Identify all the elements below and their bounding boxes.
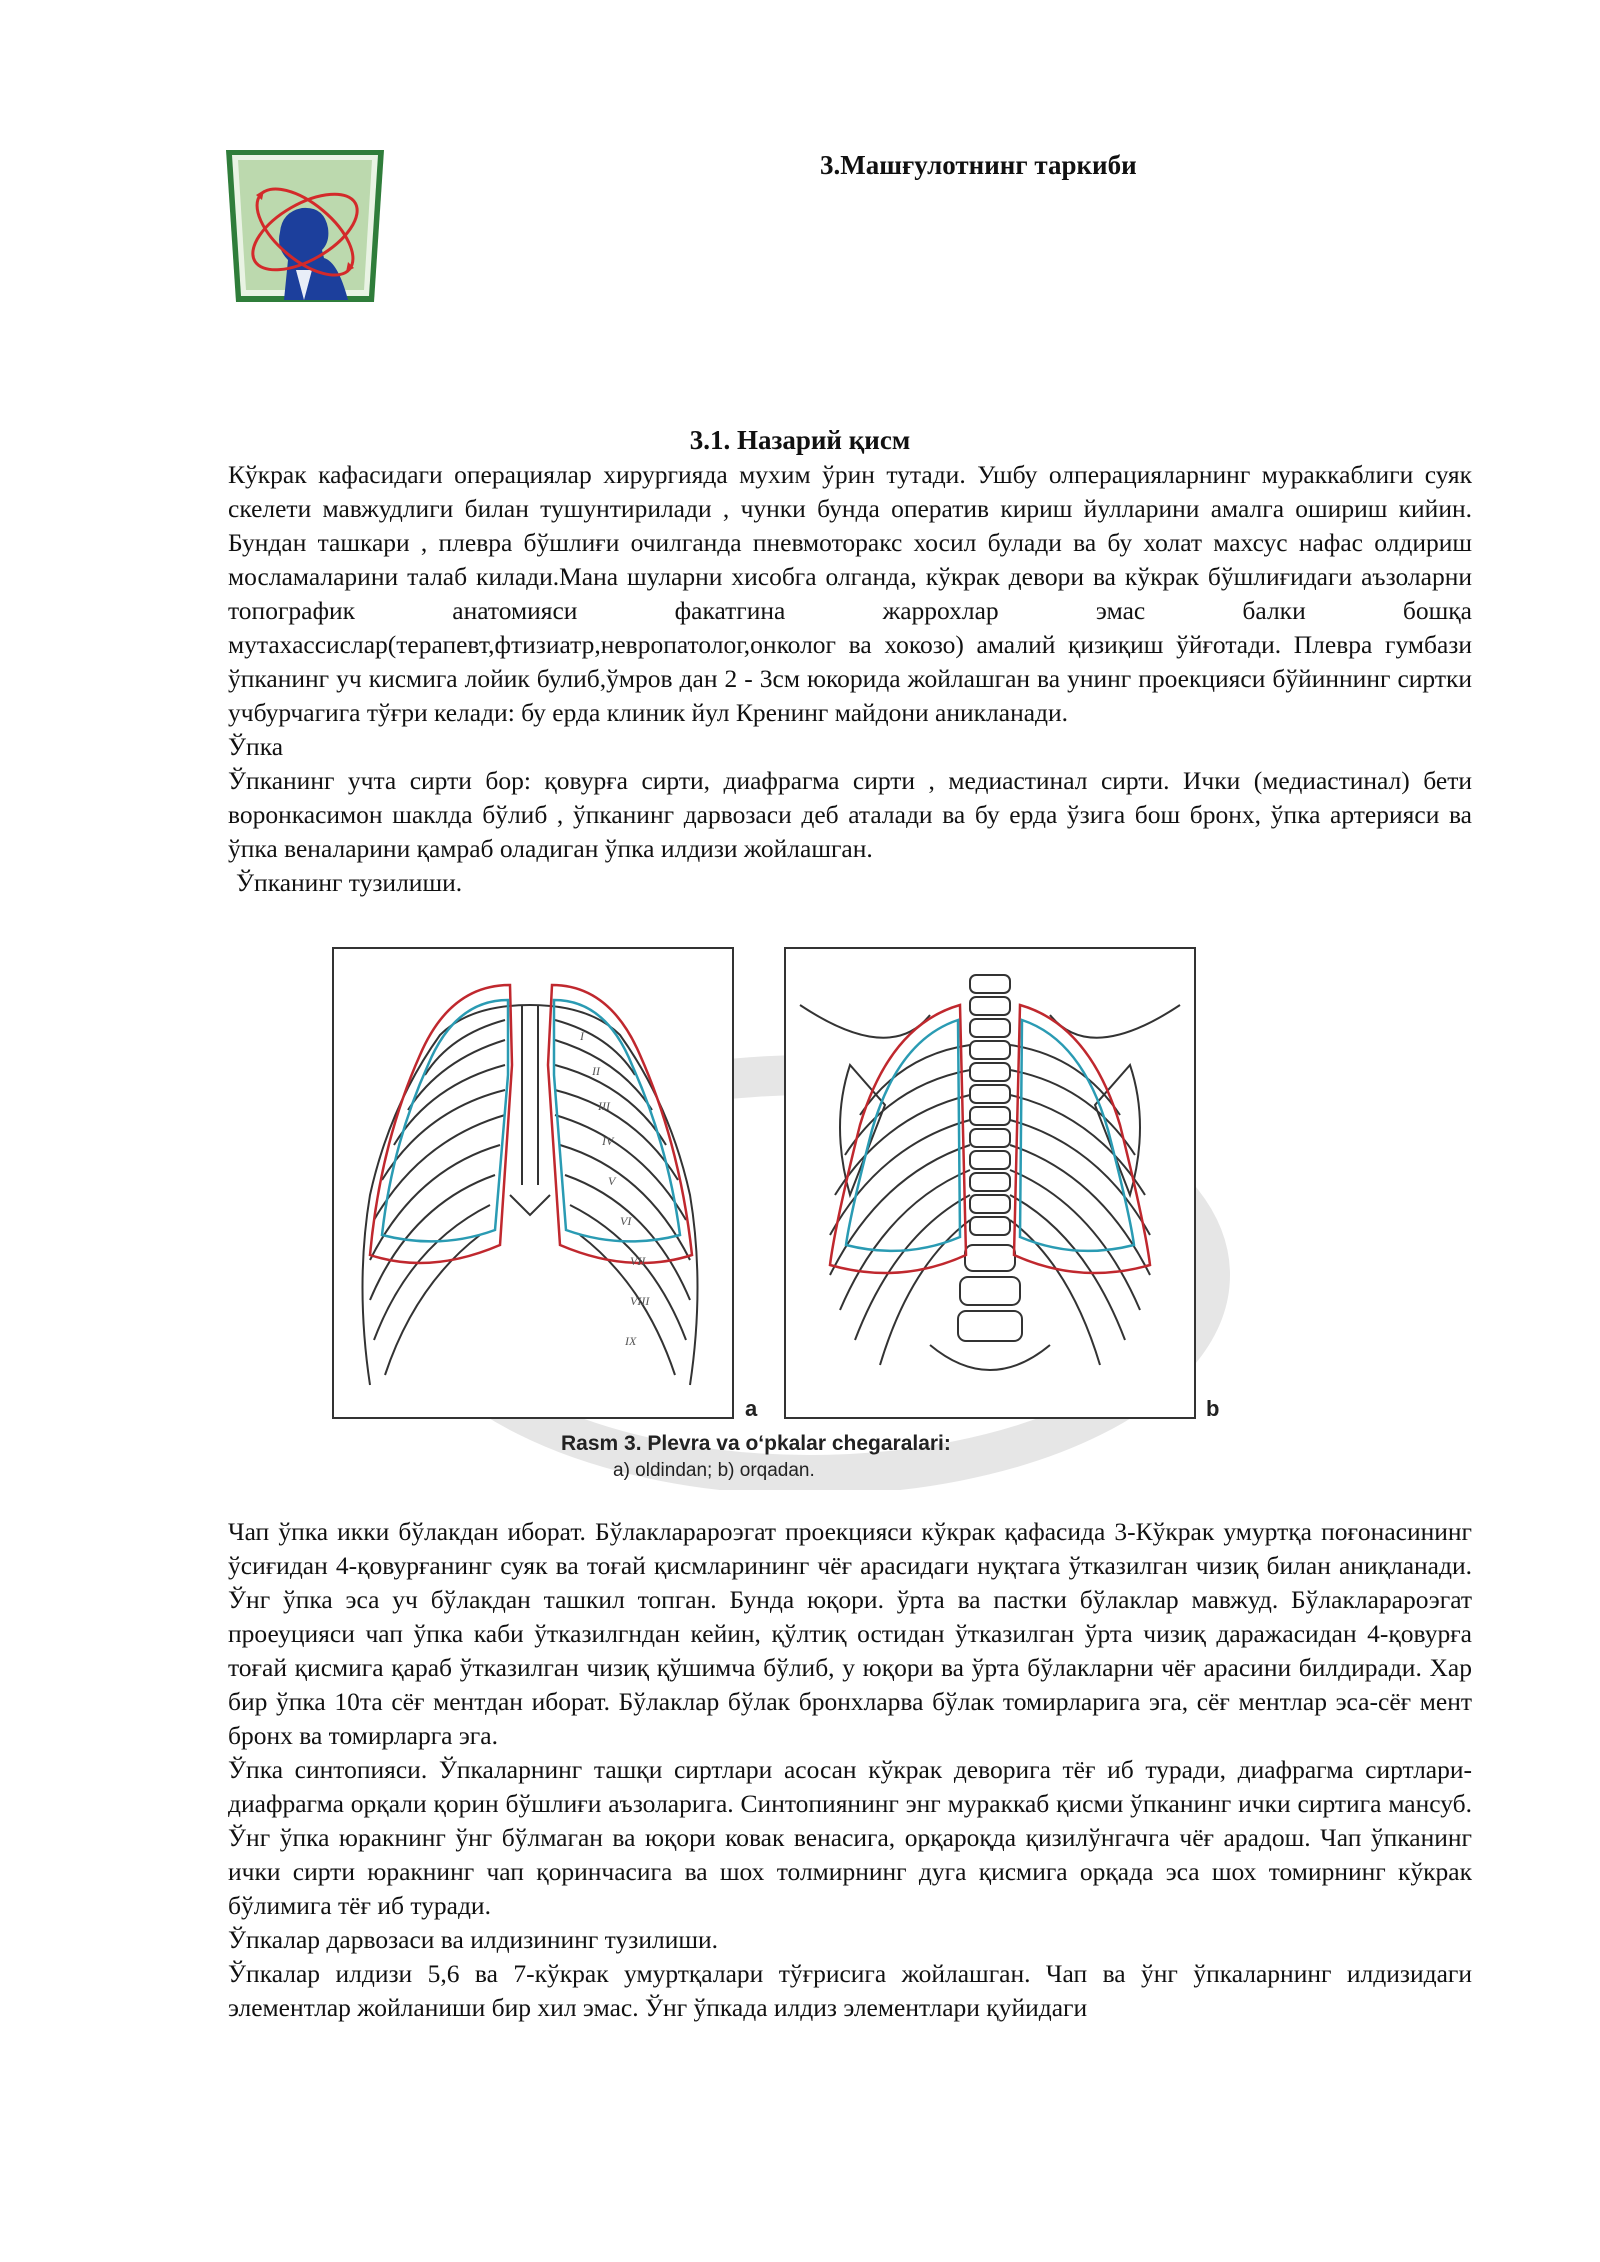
text-block-top	[228, 458, 1472, 900]
paragraph: Чап ўпка икки бўлакдан иборат. Бўлакларароэгат проекцияси кўкрак қафасида 3-Кўкрак умуртқа поғонасининг ўсиғидан 4-қовурғанинг суяк ва тоғай қисмларининг чёғ арасидаги нуқтага ўтказилган чизиқ билан аниқланади. Ўнг ўпка эса уч бўлакдан ташкил топган. Бунда юқори. ўрта ва пастки бўлаклар мавжуд. Бўлакларароэгат проеуцияси чап ўпка каби ўтказилгндан кейин, қўлтиқ остидан ўтказилган ўрта чизиқ даражасидан 4-қовурға тоғай қисмига қараб ўтказилган чизиқ қўшимча бўлиб, у юқори ва ўрта бўлакларни чёғ арасини билдиради. Хар бир ўпка 10та сёғ ментдан иборат. Бўлаклар бўлак бронхларва бўлак томирларига эга, сёғ ментлар эса-сёғ мент бронх ва томирларга эга.	[228, 1517, 1472, 1750]
paragraph: Ўпкалар дарвозаси ва илдизининг тузилиши.	[228, 1925, 718, 1954]
figure-caption-title: Rasm 3. Plevra va oʻpkalar chegaralari:	[561, 1432, 951, 1455]
rib-numeral: I	[580, 1029, 584, 1043]
logo-image	[226, 150, 384, 302]
paragraph: Ўпканинг тузилиши.	[236, 868, 463, 897]
paragraph: Кўкрак кафасидаги операциялар хирургияда мухим ўрин тутади. Ушбу олперацияларнинг мураккаблиги суяк скелети мавжудлиги билан тушунтирилади , чунки бунда оператив кириш йулларини амалга ошириш кийин. Бундан ташкари , плевра бўшлиғи очилганда пневмоторакс хосил булади ва бу холат махсус нафас олдириш мосламаларини талаб килади.Мана шуларни хисобга олганда, кўкрак девори ва кўкрак бўшлиғидаги аъзоларни топографик анатомияси факатгина жаррохлар эмас балки бошқа мутахассислар(терапевт,фтизиатр,невропатолог,онколог ва хокозо) амалий қизиқиш ўйғотади. Плевра гумбази ўпканинг уч кисмига лойик булиб,ўмров дан 2 - 3см юкорида жойлашган ва унинг проекцияси бўйиннинг сиртки учбурчагига тўғри келади: бу ерда клиник йул Кренинг майдони аникланади.	[228, 460, 1472, 727]
text-block-bottom	[228, 1515, 1472, 2025]
paragraph: Ўпканинг учта сирти бор: қовурға сирти, диафрагма сирти , медиастинал сирти. Ички (медиастинал) бети воронкасимон шаклда бўлиб , ўпканинг дарвозаси деб аталади ва бу ерда ўзига бош бронх, ўпка артерияси ва ўпка веналарини қамраб оладиган ўпка илдизи жойлашган.	[228, 766, 1472, 863]
paragraph: Ўпка	[228, 732, 284, 761]
paragraph: Ўпка синтопияси. Ўпкаларнинг ташқи сиртлари асосан кўкрак деворига тёғ иб туради, диафрагма сиртлари- диафрагма орқали қорин бўшлиғи аъзоларига. Синтопиянинг энг мураккаб қисми ўпканинг ички сиртига мансуб. Ўнг ўпка юракнинг ўнг бўлмаган ва юқори ковак венасига, орқароқда қизилўнгачга чёғ арадош. Чап ўпканинг ички сирти юракнинг чап қоринчасига ва шох толмирнинг дуга қисмига орқада эса шох томирнинг кўкрак бўлимига тёғ иб туради.	[228, 1755, 1472, 1920]
rib-numeral: VIII	[630, 1294, 650, 1308]
rib-numeral: IX	[625, 1334, 637, 1348]
paragraph: Ўпкалар илдизи 5,6 ва 7-кўкрак умуртқалари тўғрисига жойлашган. Чап ва ўнг ўпкаларнинг илдизидаги элементлар жойланиши бир хил эмас. Ўнг ўпкада илдиз элементлари қуйидаги	[228, 1959, 1472, 2022]
panel-a-frame	[333, 948, 733, 1418]
rib-numeral: II	[592, 1064, 600, 1078]
lung-pleura-figure	[330, 945, 1230, 1490]
figure-caption-subtitle: a) oldindan; b) orqadan.	[613, 1460, 815, 1481]
section-title: 3.1. Назарий қисм	[689, 425, 911, 455]
rib-numeral: VI	[620, 1214, 632, 1228]
panel-label-a: a	[745, 1396, 758, 1421]
page-title: 3.Машғулотнинг таркиби	[820, 150, 1137, 180]
panel-label-b: b	[1206, 1396, 1220, 1421]
rib-numeral: III	[598, 1099, 610, 1113]
rib-numeral: IV	[602, 1134, 614, 1148]
rib-numeral: V	[608, 1174, 616, 1188]
rib-numeral: VII	[630, 1254, 646, 1268]
